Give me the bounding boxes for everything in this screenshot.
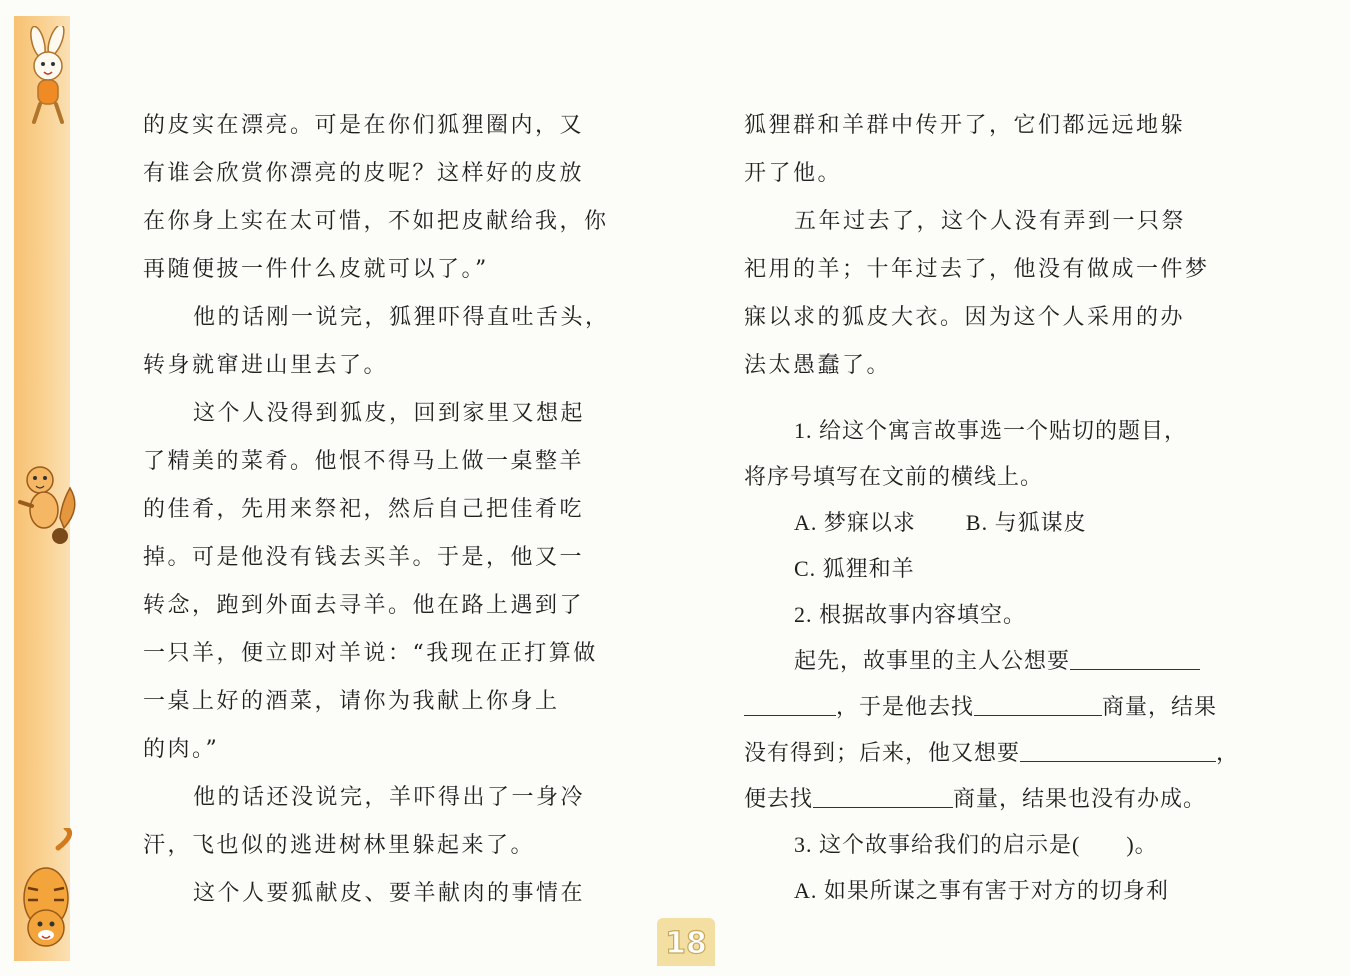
question-2-text: 商量，结果 [1102, 694, 1218, 719]
story-line: 他的话还没说完，羊吓得出了一身冷 [193, 785, 586, 810]
story-line: 法太愚蠢了。 [744, 353, 892, 378]
question-2-text: 商量，结果也没有办成。 [953, 786, 1207, 811]
story-line: 转身就窜进山里去了。 [143, 353, 389, 378]
story-line: 转念，跑到外面去寻羊。他在路上遇到了 [143, 593, 585, 618]
story-line: 了精美的菜肴。他恨不得马上做一桌整羊 [143, 449, 585, 474]
question-2-line [744, 638, 1227, 684]
question-2-text: ， [1216, 740, 1240, 765]
question-2-text: 起先，故事里的主人公想要 [794, 648, 1071, 673]
story-line: 五年过去了，这个人没有弄到一只祭 [794, 209, 1187, 234]
question-3-option-a: A. 如果所谋之事有害于对方的切身利 [794, 878, 1169, 903]
story-line: 的肉。” [143, 737, 220, 762]
story-line: 这个人没得到狐皮，回到家里又想起 [193, 401, 586, 426]
story-line: 狐狸群和羊群中传开了，它们都远远地躲 [744, 113, 1186, 138]
answer-blank-2[interactable] [974, 689, 1102, 716]
question-2-prompt: 2. 根据故事内容填空。 [794, 602, 1027, 627]
story-line: 一桌上好的酒菜，请你为我献上你身上 [143, 689, 560, 714]
tiger-mascot-icon [10, 828, 82, 958]
question-1-options [744, 500, 1227, 546]
question-1-prompt: 1. 给这个寓言故事选一个贴切的题目， [794, 418, 1188, 443]
story-line: 有谁会欣赏你漂亮的皮呢？这样好的皮放 [143, 161, 585, 186]
option-a: A. 梦寐以求 [794, 510, 916, 535]
story-line: 在你身上实在太可惜，不如把皮献给我，你 [143, 209, 609, 234]
question-2-line [744, 730, 1240, 776]
left-story-column [143, 102, 623, 918]
squirrel-mascot-icon [10, 458, 82, 548]
option-c: C. 狐狸和羊 [794, 556, 915, 581]
question-2-line [744, 684, 1227, 730]
story-line: 他的话刚一说完，狐狸吓得直吐舌头， [193, 305, 610, 330]
story-line: 的佳肴，先用来祭祀，然后自己把佳肴吃 [143, 497, 585, 522]
answer-blank-3[interactable] [1020, 735, 1216, 762]
story-line: 的皮实在漂亮。可是在你们狐狸圈内，又 [143, 113, 585, 138]
question-2-text: 没有得到；后来，他又想要 [744, 740, 1021, 765]
story-line: 这个人要狐献皮、要羊献肉的事情在 [193, 881, 586, 906]
question-2-line [744, 776, 1227, 822]
story-line: 寐以求的狐皮大衣。因为这个人采用的办 [744, 305, 1186, 330]
question-2-text: 便去找 [744, 786, 814, 811]
option-b: B. 与狐谋皮 [965, 510, 1087, 535]
story-line: 一只羊，便立即对羊说：“我现在正打算做 [143, 641, 598, 666]
story-line: 掉。可是他没有钱去买羊。于是，他又一 [143, 545, 585, 570]
right-column [744, 102, 1240, 914]
question-3-prompt: 3. 这个故事给我们的启示是( )。 [794, 832, 1158, 857]
rabbit-mascot-icon [10, 26, 82, 126]
page-number-badge: 18 [657, 918, 715, 966]
answer-blank-1[interactable] [1070, 643, 1200, 670]
story-line: 祀用的羊；十年过去了，他没有做成一件梦 [744, 257, 1210, 282]
exercises-section [744, 408, 1240, 914]
story-line: 汗，飞也似的逃进树林里躲起来了。 [143, 833, 536, 858]
question-2-text: ，于是他去找 [836, 694, 975, 719]
story-line: 再随便披一件什么皮就可以了。” [143, 257, 489, 282]
question-1-prompt-cont: 将序号填写在文前的横线上。 [744, 464, 1044, 489]
story-line: 开了他。 [744, 161, 843, 186]
answer-blank-1-cont[interactable] [744, 689, 836, 716]
answer-blank-4[interactable] [813, 781, 953, 808]
